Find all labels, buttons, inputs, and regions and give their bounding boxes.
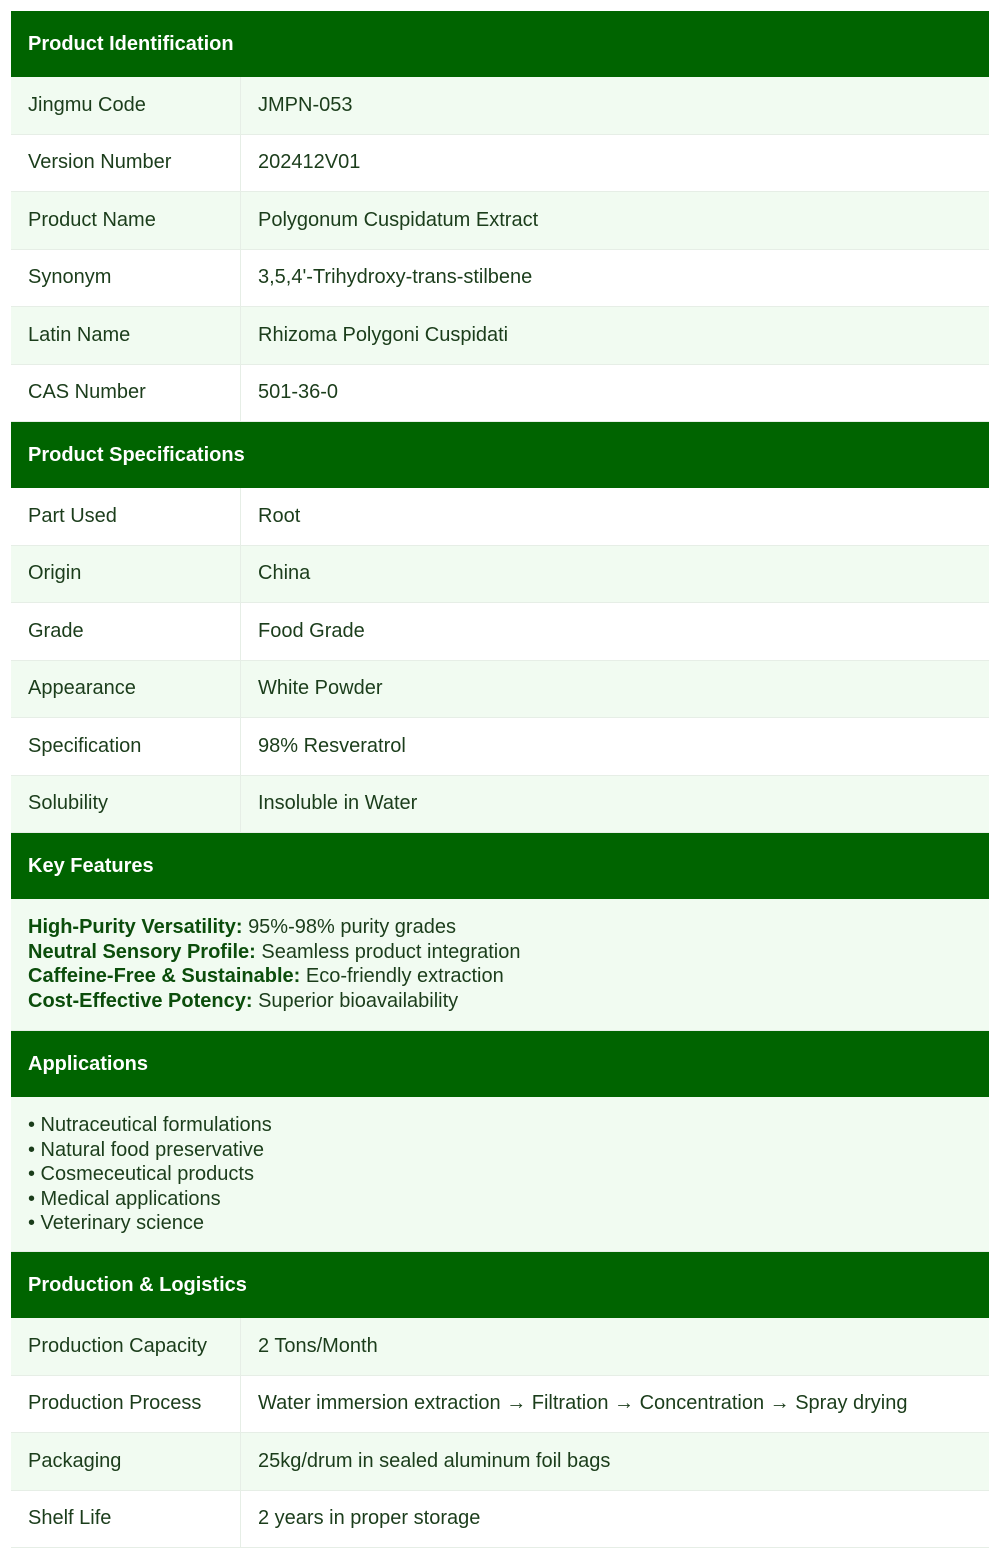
- row-label: Part Used: [11, 488, 241, 545]
- table-row: [11, 192, 989, 250]
- section-header-logistics: Production & Logistics: [11, 1252, 989, 1318]
- list-item: [28, 940, 972, 965]
- row-label: Product Name: [11, 192, 241, 249]
- row-label: Synonym: [11, 250, 241, 307]
- table-row: [11, 661, 989, 719]
- row-value: Food Grade: [258, 619, 365, 642]
- table-row: [11, 488, 989, 546]
- row-label: Solubility: [11, 776, 241, 833]
- row-label: Grade: [11, 603, 241, 660]
- list-item: • Nutraceutical formulations: [28, 1114, 272, 1136]
- section-header-applications: Applications: [11, 1031, 989, 1097]
- row-label: Production Process: [11, 1376, 241, 1433]
- list-item: • Veterinary science: [28, 1212, 204, 1234]
- row-value: JMPN-053: [258, 93, 353, 116]
- row-label: Latin Name: [11, 307, 241, 364]
- row-value: 98% Resveratrol: [258, 734, 406, 757]
- feature-desc: Eco-friendly extraction: [305, 965, 504, 987]
- row-value: Root: [258, 504, 301, 527]
- list-item: • Medical applications: [28, 1187, 221, 1210]
- row-label: Appearance: [11, 661, 241, 718]
- feature-desc: Seamless product integration: [261, 940, 521, 963]
- list-item: [28, 989, 972, 1014]
- table-row: [11, 603, 989, 661]
- row-label: Packaging: [11, 1433, 241, 1490]
- row-label: Shelf Life: [11, 1491, 241, 1548]
- row-value: 202412V01: [258, 151, 361, 174]
- table-row: [11, 1433, 989, 1491]
- product-spec-sheet: [11, 11, 989, 1548]
- applications-list: [11, 1097, 989, 1252]
- list-item: [28, 915, 972, 940]
- features-list: [11, 899, 989, 1031]
- list-item: [28, 964, 972, 989]
- section-header-identification: Product Identification: [11, 11, 989, 77]
- table-row: [11, 1491, 989, 1549]
- feature-name: Neutral Sensory Profile:: [28, 940, 256, 963]
- row-label: CAS Number: [11, 365, 241, 422]
- row-label: Production Capacity: [11, 1318, 241, 1375]
- row-value: China: [258, 562, 311, 585]
- table-row: [11, 250, 989, 308]
- row-label: Origin: [11, 546, 241, 603]
- table-row: [11, 77, 989, 135]
- table-row: [11, 776, 989, 834]
- section-header-specifications: Product Specifications: [11, 422, 989, 488]
- row-label: Specification: [11, 718, 241, 775]
- table-row: [11, 307, 989, 365]
- row-value: 2 Tons/Month: [258, 1334, 378, 1357]
- row-value: Rhizoma Polygoni Cuspidati: [258, 323, 509, 346]
- row-value: 2 years in proper storage: [258, 1507, 481, 1530]
- table-row: [11, 546, 989, 604]
- row-value: Insoluble in Water: [258, 792, 418, 815]
- table-row: [11, 1318, 989, 1376]
- list-item: • Natural food preservative: [28, 1138, 265, 1161]
- row-label: Version Number: [11, 135, 241, 192]
- row-value: 25kg/drum in sealed aluminum foil bags: [258, 1449, 611, 1472]
- feature-name: Caffeine-Free & Sustainable:: [28, 965, 301, 987]
- row-value: Water immersion extraction → Filtration → Concentration → Spray drying: [258, 1392, 908, 1415]
- row-value: 501-36-0: [258, 381, 339, 404]
- feature-desc: 95%-98% purity grades: [248, 916, 456, 938]
- list-item: • Cosmeceutical products: [28, 1163, 254, 1185]
- table-row: [11, 365, 989, 423]
- row-label: Jingmu Code: [11, 77, 241, 134]
- feature-name: Cost-Effective Potency:: [28, 989, 253, 1012]
- table-row: [11, 1376, 989, 1434]
- feature-desc: Superior bioavailability: [258, 989, 459, 1012]
- table-row: [11, 135, 989, 193]
- row-value: 3,5,4'-Trihydroxy-trans-stilbene: [258, 266, 533, 289]
- section-header-features: Key Features: [11, 833, 989, 899]
- feature-name: High-Purity Versatility:: [28, 916, 243, 938]
- table-row: [11, 718, 989, 776]
- row-value: White Powder: [258, 677, 383, 700]
- row-value: Polygonum Cuspidatum Extract: [258, 208, 539, 231]
